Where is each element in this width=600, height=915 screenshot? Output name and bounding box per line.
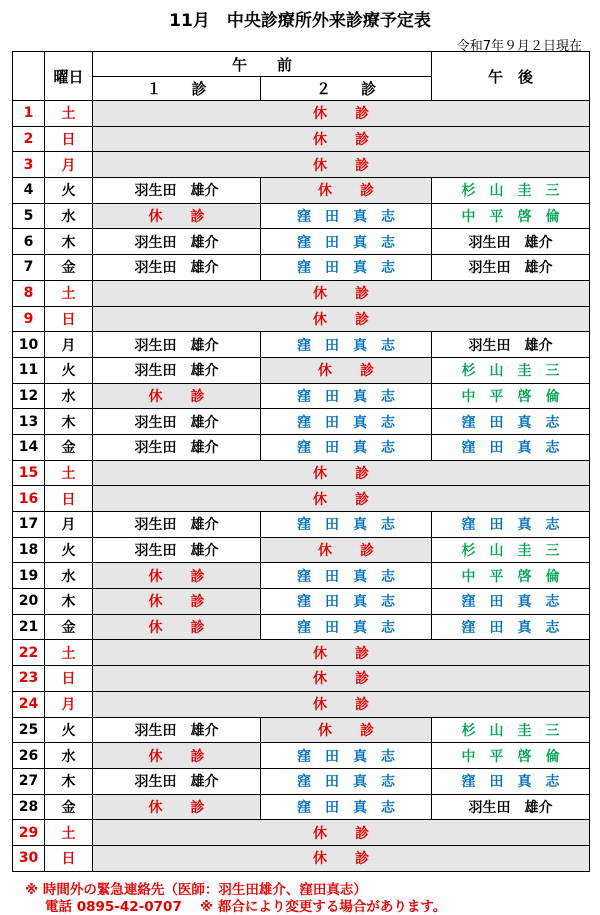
table-row	[13, 845, 590, 871]
pm-cell: 杉 山 圭 三	[432, 178, 590, 204]
weekday-cell: 金	[45, 614, 93, 640]
phone-and-change-note: 電話 0895-42-0707 ※ 都合により変更する場合があります。	[45, 899, 447, 915]
table-row	[13, 460, 590, 486]
closed-cell: 休 診	[93, 101, 590, 127]
date-cell: 30	[13, 845, 45, 871]
weekday-cell: 木	[45, 589, 93, 615]
am2-cell: 窪 田 真 志	[261, 383, 432, 409]
table-row	[13, 306, 590, 332]
table-row	[13, 691, 590, 717]
schedule-body	[13, 101, 590, 872]
date-cell: 13	[13, 409, 45, 435]
weekday-cell: 水	[45, 563, 93, 589]
am1-cell: 羽生田 雄介	[93, 178, 261, 204]
weekday-cell: 日	[45, 126, 93, 152]
table-row	[13, 152, 590, 178]
pm-cell: 窪 田 真 志	[432, 589, 590, 615]
weekday-cell: 日	[45, 306, 93, 332]
am1-cell: 休 診	[93, 383, 261, 409]
am1-cell: 羽生田 雄介	[93, 768, 261, 794]
pm-cell: 中 平 啓 倫	[432, 743, 590, 769]
table-row	[13, 409, 590, 435]
pm-cell: 羽生田 雄介	[432, 332, 590, 358]
table-row	[13, 229, 590, 255]
closed-cell: 休 診	[93, 845, 590, 871]
weekday-cell: 土	[45, 640, 93, 666]
weekday-cell: 月	[45, 332, 93, 358]
am2-cell: 窪 田 真 志	[261, 614, 432, 640]
emergency-contact-note: ※ 時間外の緊急連絡先（医師：羽生田雄介、窪田真志）	[25, 882, 367, 898]
table-row	[13, 768, 590, 794]
date-cell: 29	[13, 820, 45, 846]
table-row	[13, 203, 590, 229]
weekday-cell: 月	[45, 152, 93, 178]
weekday-cell: 木	[45, 409, 93, 435]
am2-cell: 窪 田 真 志	[261, 434, 432, 460]
am1-cell: 休 診	[93, 614, 261, 640]
table-row	[13, 820, 590, 846]
table-row	[13, 512, 590, 538]
pm-cell: 窪 田 真 志	[432, 409, 590, 435]
am2-cell: 窪 田 真 志	[261, 255, 432, 281]
pm-cell: 中 平 啓 倫	[432, 563, 590, 589]
date-cell: 3	[13, 152, 45, 178]
closed-cell: 休 診	[93, 306, 590, 332]
table-row	[13, 383, 590, 409]
date-cell: 21	[13, 614, 45, 640]
date-cell: 19	[13, 563, 45, 589]
table-row	[13, 589, 590, 615]
table-row	[13, 486, 590, 512]
am2-cell: 窪 田 真 志	[261, 512, 432, 538]
pm-cell: 窪 田 真 志	[432, 768, 590, 794]
date-cell: 16	[13, 486, 45, 512]
weekday-cell: 火	[45, 178, 93, 204]
am2-cell: 窪 田 真 志	[261, 794, 432, 820]
am1-cell: 羽生田 雄介	[93, 409, 261, 435]
weekday-cell: 火	[45, 717, 93, 743]
am2-cell: 窪 田 真 志	[261, 409, 432, 435]
weekday-cell: 水	[45, 383, 93, 409]
date-cell: 8	[13, 280, 45, 306]
weekday-cell: 火	[45, 537, 93, 563]
date-cell: 20	[13, 589, 45, 615]
pm-cell: 杉 山 圭 三	[432, 357, 590, 383]
date-cell: 4	[13, 178, 45, 204]
pm-cell: 窪 田 真 志	[432, 434, 590, 460]
date-cell: 27	[13, 768, 45, 794]
weekday-cell: 月	[45, 512, 93, 538]
date-cell: 28	[13, 794, 45, 820]
am2-cell: 窪 田 真 志	[261, 229, 432, 255]
table-row	[13, 357, 590, 383]
closed-cell: 休 診	[93, 280, 590, 306]
pm-cell: 中 平 啓 倫	[432, 203, 590, 229]
weekday-cell: 土	[45, 101, 93, 127]
table-row	[13, 255, 590, 281]
table-row	[13, 101, 590, 127]
date-cell: 22	[13, 640, 45, 666]
weekday-cell: 金	[45, 255, 93, 281]
am1-cell: 羽生田 雄介	[93, 434, 261, 460]
date-cell: 2	[13, 126, 45, 152]
date-cell: 11	[13, 357, 45, 383]
am1-cell: 羽生田 雄介	[93, 255, 261, 281]
pm-cell: 杉 山 圭 三	[432, 537, 590, 563]
am2-cell: 窪 田 真 志	[261, 743, 432, 769]
am1-cell: 羽生田 雄介	[93, 332, 261, 358]
table-row	[13, 666, 590, 692]
am2-cell: 休 診	[261, 537, 432, 563]
table-row	[13, 717, 590, 743]
pm-cell: 羽生田 雄介	[432, 794, 590, 820]
closed-cell: 休 診	[93, 486, 590, 512]
as-of-date: 令和7年９月２日現在	[456, 39, 582, 54]
am1-cell: 休 診	[93, 743, 261, 769]
weekday-cell: 金	[45, 434, 93, 460]
am2-cell: 窪 田 真 志	[261, 563, 432, 589]
pm-cell: 羽生田 雄介	[432, 229, 590, 255]
date-cell: 23	[13, 666, 45, 692]
table-row	[13, 743, 590, 769]
pm-cell: 羽生田 雄介	[432, 255, 590, 281]
weekday-cell: 月	[45, 691, 93, 717]
date-cell: 14	[13, 434, 45, 460]
am1-cell: 休 診	[93, 794, 261, 820]
am1-cell: 羽生田 雄介	[93, 537, 261, 563]
table-row	[13, 126, 590, 152]
closed-cell: 休 診	[93, 640, 590, 666]
am1-cell: 休 診	[93, 563, 261, 589]
weekday-cell: 土	[45, 460, 93, 486]
am1-cell: 羽生田 雄介	[93, 717, 261, 743]
table-row	[13, 280, 590, 306]
closed-cell: 休 診	[93, 152, 590, 178]
date-cell: 7	[13, 255, 45, 281]
date-cell: 12	[13, 383, 45, 409]
date-cell: 5	[13, 203, 45, 229]
closed-cell: 休 診	[93, 820, 590, 846]
am1-cell: 休 診	[93, 589, 261, 615]
date-cell: 25	[13, 717, 45, 743]
am1-cell: 羽生田 雄介	[93, 229, 261, 255]
weekday-cell: 火	[45, 357, 93, 383]
weekday-cell: 水	[45, 743, 93, 769]
table-row	[13, 563, 590, 589]
header-weekday: 曜日	[45, 52, 93, 101]
date-cell: 9	[13, 306, 45, 332]
date-cell: 10	[13, 332, 45, 358]
am1-cell: 休 診	[93, 203, 261, 229]
date-cell: 1	[13, 101, 45, 127]
pm-cell: 窪 田 真 志	[432, 614, 590, 640]
table-row	[13, 537, 590, 563]
schedule-table	[12, 51, 590, 872]
closed-cell: 休 診	[93, 666, 590, 692]
closed-cell: 休 診	[93, 126, 590, 152]
weekday-cell: 木	[45, 768, 93, 794]
pm-cell: 窪 田 真 志	[432, 512, 590, 538]
table-row	[13, 614, 590, 640]
page-title: 11月 中央診療所外来診療予定表	[169, 11, 431, 31]
table-row	[13, 332, 590, 358]
weekday-cell: 日	[45, 845, 93, 871]
weekday-cell: 木	[45, 229, 93, 255]
header-date	[13, 52, 45, 101]
table-row	[13, 178, 590, 204]
weekday-cell: 土	[45, 820, 93, 846]
date-cell: 26	[13, 743, 45, 769]
date-cell: 17	[13, 512, 45, 538]
am2-cell: 窪 田 真 志	[261, 332, 432, 358]
am2-cell: 窪 田 真 志	[261, 768, 432, 794]
weekday-cell: 日	[45, 486, 93, 512]
header-pm: 午 後	[432, 52, 590, 101]
date-cell: 6	[13, 229, 45, 255]
weekday-cell: 水	[45, 203, 93, 229]
header-am: 午 前	[93, 52, 432, 77]
am2-cell: 窪 田 真 志	[261, 203, 432, 229]
table-row	[13, 794, 590, 820]
weekday-cell: 土	[45, 280, 93, 306]
am1-cell: 羽生田 雄介	[93, 512, 261, 538]
date-cell: 15	[13, 460, 45, 486]
pm-cell: 中 平 啓 倫	[432, 383, 590, 409]
am1-cell: 羽生田 雄介	[93, 357, 261, 383]
weekday-cell: 金	[45, 794, 93, 820]
date-cell: 24	[13, 691, 45, 717]
pm-cell: 杉 山 圭 三	[432, 717, 590, 743]
header-am1: １ 診	[93, 77, 261, 101]
table-row	[13, 434, 590, 460]
table-row	[13, 640, 590, 666]
am2-cell: 休 診	[261, 178, 432, 204]
closed-cell: 休 診	[93, 691, 590, 717]
weekday-cell: 日	[45, 666, 93, 692]
am2-cell: 窪 田 真 志	[261, 589, 432, 615]
date-cell: 18	[13, 537, 45, 563]
am2-cell: 休 診	[261, 717, 432, 743]
header-am2: ２ 診	[261, 77, 432, 101]
am2-cell: 休 診	[261, 357, 432, 383]
closed-cell: 休 診	[93, 460, 590, 486]
